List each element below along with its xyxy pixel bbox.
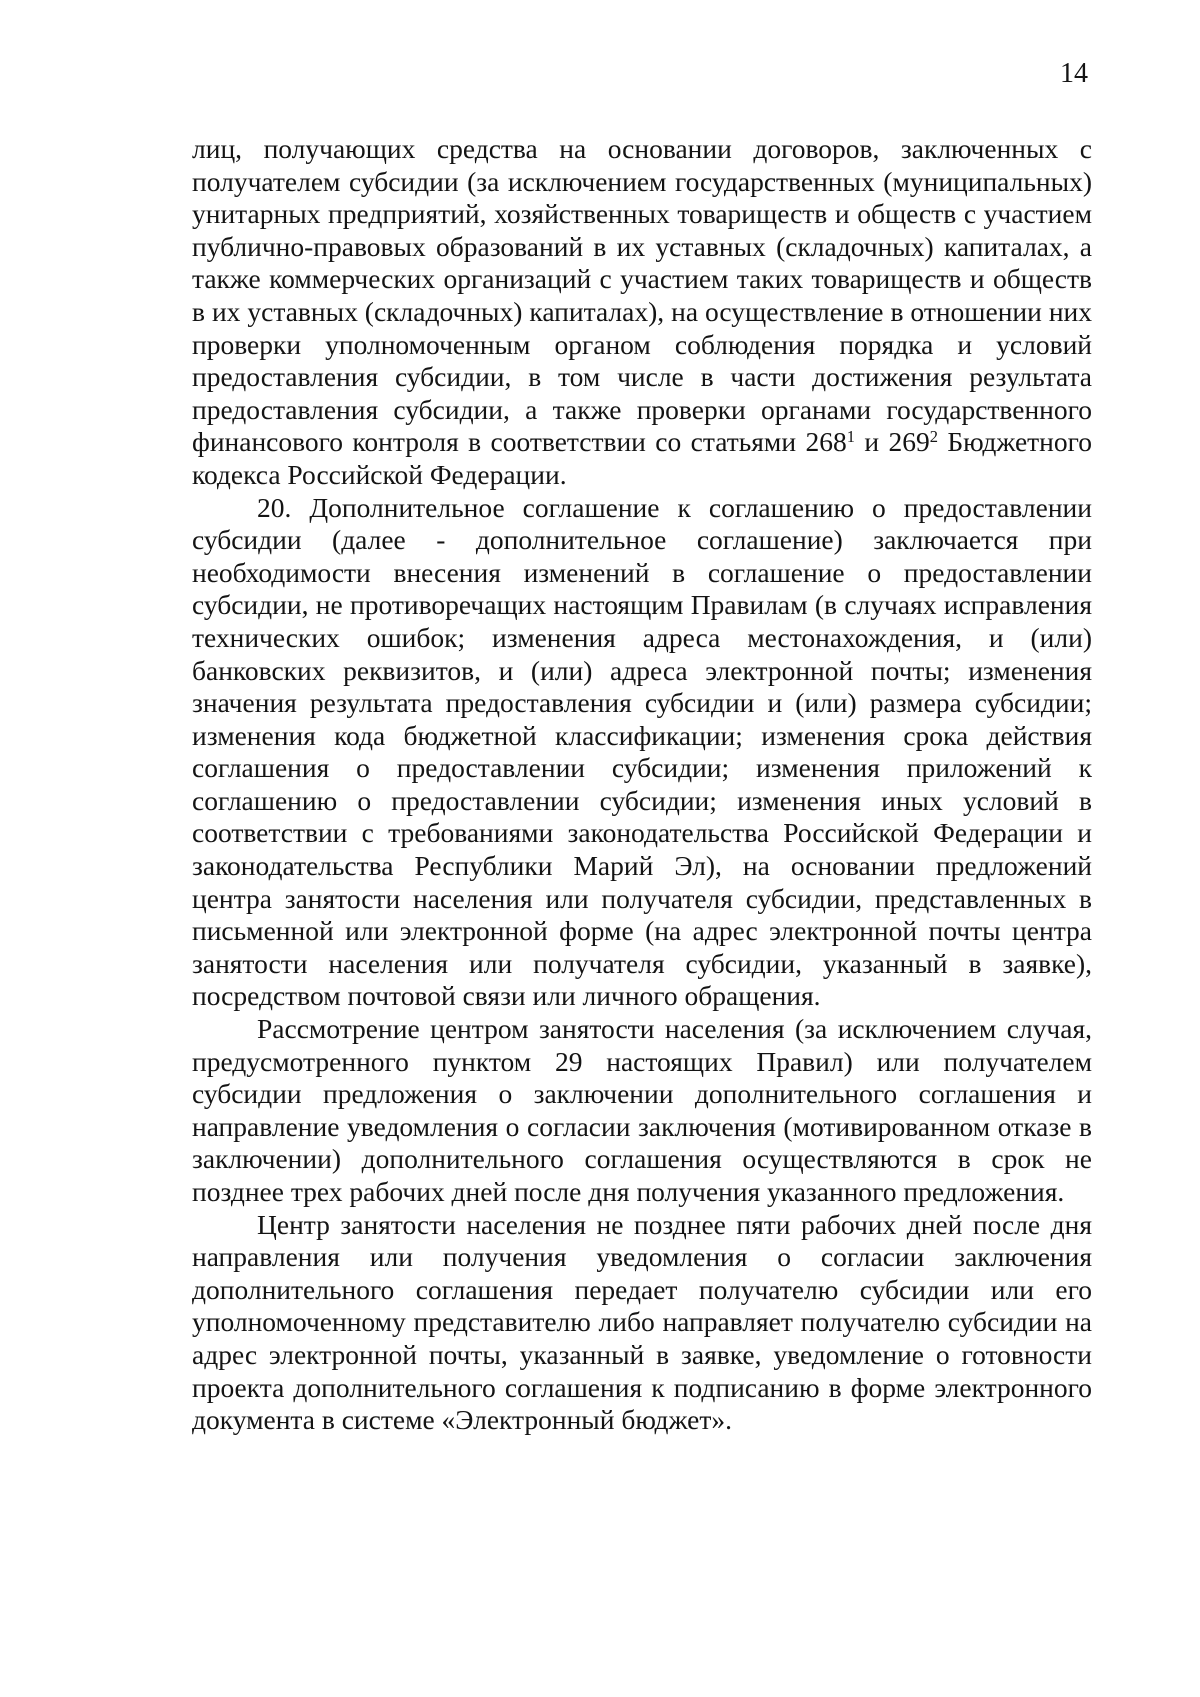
paragraph-review: Рассмотрение центром занятости населения (за исключением случая, предусмотренного пунктом 29 настоящих Правил) или получателем субсидии предложения о заключении дополнительного соглашения и направление уведомления о согласии заключения (мотивированном отказе в заключении) дополнительного соглашения осуществляются в срок не позднее трех рабочих дней после дня получения указанного предложения. <box>192 1013 1092 1207</box>
paragraph-text: лиц, получающих средства на основании договоров, заключенных с получателем субсидии (за исключением государственных (муниципальных) унитарных предприятий, хозяйственных товариществ и обществ с участием публично-правовых образований в их уставных (складочных) капиталах, а также коммерческих организаций с участием таких товариществ и обществ в их уставных (складочных) капиталах), на осуществление в отношении них проверки уполномоченным органом соблюдения порядка и условий предоставления субсидии, в том числе в части достижения результата предоставления субсидии, а также проверки органами государственного финансового контроля в соответствии со статьями 268 <box>192 133 1092 458</box>
document-body <box>192 133 1092 1437</box>
superscript: 2 <box>929 427 938 447</box>
paragraph-text: и 269 <box>854 426 930 458</box>
paragraph-text: Бюджетного кодекса Российской Федерации. <box>192 426 1092 490</box>
page-number: 14 <box>1060 58 1088 89</box>
paragraph-item-20: 20. Дополнительное соглашение к соглашению о предоставлении субсидии (далее - дополнительное соглашение) заключается при необходимости внесения изменений в соглашение о предоставлении субсидии, не противоречащих настоящим Правилам (в случаях исправления технических ошибок; изменения адреса местонахождения, и (или) банковских реквизитов, и (или) адреса электронной почты; изменения значения результата предоставления субсидии и (или) размера субсидии; изменения кода бюджетной классификации; изменения срока действия соглашения о предоставлении субсидии; изменения приложений к соглашению о предоставлении субсидии; изменения иных условий в соответствии с требованиями законодательства Российской Федерации и законодательства Республики Марий Эл), на основании предложений центра занятости населения или получателя субсидии, представленных в письменной или электронной форме (на адрес электронной почты центра занятости населения или получателя субсидии, указанный в заявке), посредством почтовой связи или личного обращения. <box>192 491 1092 1012</box>
paragraph-continuation <box>192 133 1092 492</box>
superscript: 1 <box>846 427 855 447</box>
paragraph-notification: Центр занятости населения не позднее пяти рабочих дней после дня направления или получения уведомления о согласии заключения дополнительного соглашения передает получателю субсидии или его уполномоченному представителю либо направляет получателю субсидии на адрес электронной почты, указанный в заявке, уведомление о готовности проекта дополнительного соглашения к подписанию в форме электронного документа в системе «Электронный бюджет». <box>192 1208 1092 1436</box>
